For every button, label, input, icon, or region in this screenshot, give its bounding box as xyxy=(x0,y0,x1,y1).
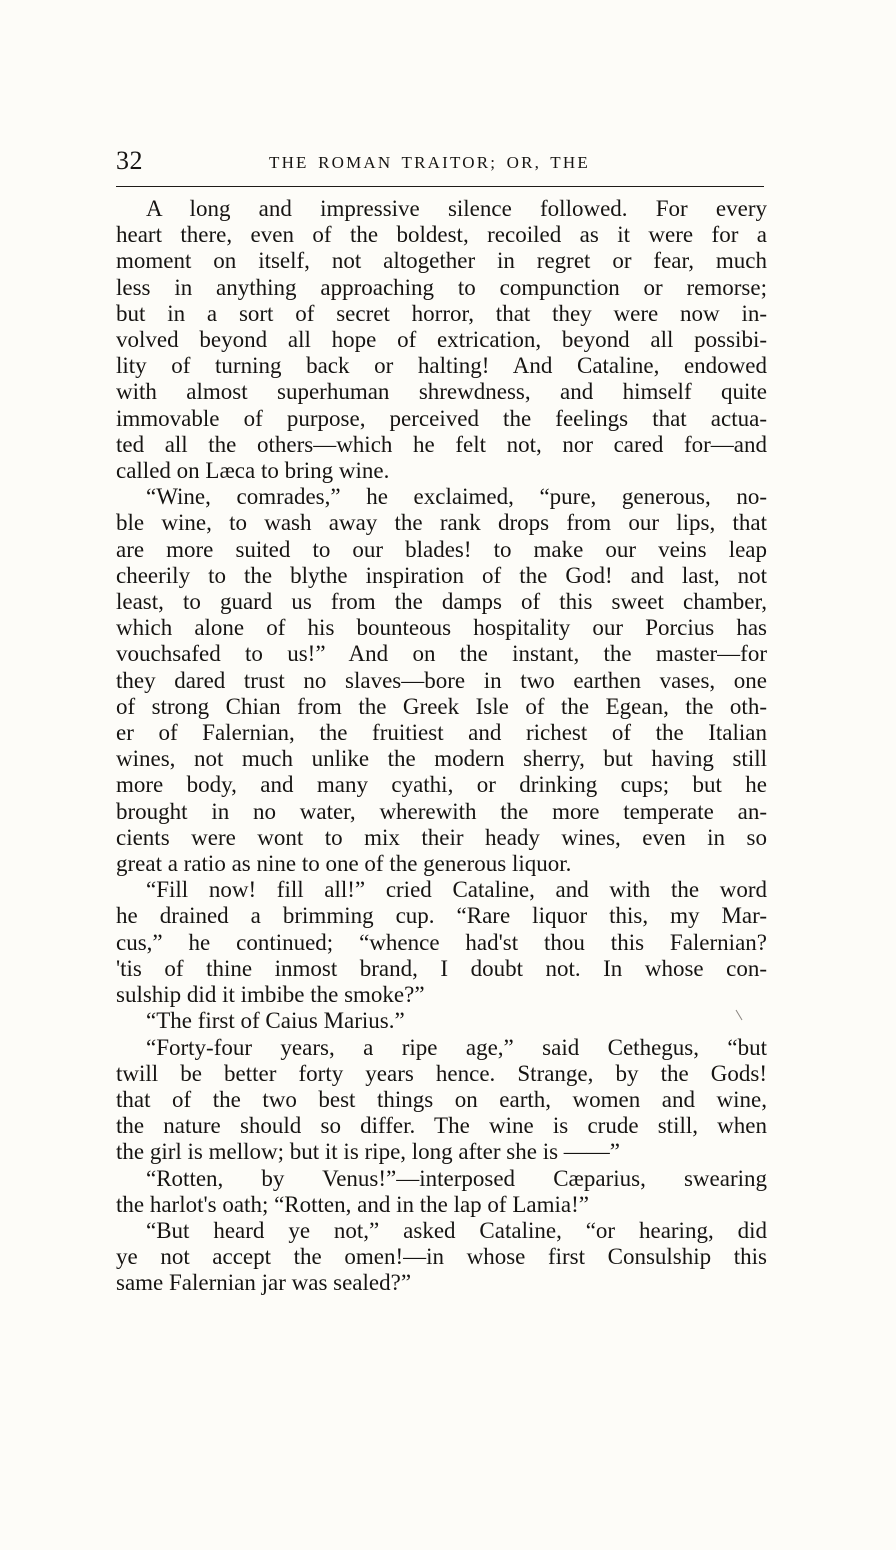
text-line: A long and impressive silence followed. For every xyxy=(146,196,767,221)
text-line: wines, not much unlike the modern sherry, but having still xyxy=(116,746,767,772)
text-line: sulship did it imbibe the smoke?” xyxy=(116,982,425,1008)
paragraph xyxy=(116,877,767,1008)
text-line: less in anything approaching to compunction or remorse; xyxy=(116,274,767,300)
paragraph xyxy=(116,196,767,484)
text-line: volved beyond all hope of extrication, beyond all possibi- xyxy=(116,327,767,353)
text-line: “But heard ye not,” asked Cataline, “or hearing, did xyxy=(146,1217,767,1243)
text-line: immovable of purpose, perceived the feelings that actua- xyxy=(116,405,767,431)
text-line: ted all the others—which he felt not, nor cared for—and xyxy=(116,431,767,457)
text-line: ble wine, to wash away the rank drops from our lips, that xyxy=(116,510,767,536)
text-line: called on Læca to bring wine. xyxy=(116,458,390,484)
text-line: “Wine, comrades,” he exclaimed, “pure, generous, no- xyxy=(146,484,767,510)
text-line: “The first of Caius Marius.” xyxy=(146,1008,405,1034)
text-line: “Fill now! fill all!” cried Cataline, and with the word xyxy=(146,877,767,903)
text-line: great a ratio as nine to one of the generous liquor. xyxy=(116,851,572,877)
paragraph xyxy=(116,1008,767,1034)
text-line: which alone of his bounteous hospitality our Porcius has xyxy=(116,615,767,641)
text-line: he drained a brimming cup. “Rare liquor this, my Mar- xyxy=(116,903,767,929)
text-line: brought in no water, wherewith the more temperate an- xyxy=(116,798,767,824)
text-line: of strong Chian from the Greek Isle of the Egean, the oth- xyxy=(116,693,767,719)
text-line: the girl is mellow; but it is ripe, long after she is ——” xyxy=(116,1139,621,1165)
text-line: er of Falernian, the fruitiest and richest of the Italian xyxy=(116,720,767,746)
text-line: twill be better forty years hence. Strange, by the Gods! xyxy=(116,1060,767,1086)
text-line: more body, and many cyathi, or drinking cups; but he xyxy=(116,772,767,798)
paragraph xyxy=(116,1218,767,1297)
paragraph xyxy=(116,1166,767,1218)
text-line: same Falernian jar was sealed?” xyxy=(116,1270,412,1296)
text-line: they dared trust no slaves—bore in two earthen vases, one xyxy=(116,667,767,693)
text-line: are more suited to our blades! to make our veins leap xyxy=(116,536,767,562)
header-rule xyxy=(116,186,764,187)
text-line: cus,” he continued; “whence had'st thou this Falernian? xyxy=(116,929,767,955)
text-line: ye not accept the omen!—in whose first Consulship this xyxy=(116,1244,767,1270)
paragraph xyxy=(116,484,767,877)
text-line: “Forty-four years, a ripe age,” said Cethegus, “but xyxy=(146,1034,767,1060)
text-line: heart there, even of the boldest, recoiled as it were for a xyxy=(116,222,767,248)
stray-ink-mark xyxy=(734,1009,744,1021)
text-line: “Rotten, by Venus!”—interposed Cæparius, swearing xyxy=(146,1165,767,1191)
text-line: with almost superhuman shrewdness, and himself quite xyxy=(116,379,767,405)
text-line: that of the two best things on earth, women and wine, xyxy=(116,1086,767,1112)
text-line: the nature should so differ. The wine is crude still, when xyxy=(116,1113,767,1139)
text-line: 'tis of thine inmost brand, I doubt not. In whose con- xyxy=(116,955,767,981)
text-line: moment on itself, not altogether in regret or fear, much xyxy=(116,248,767,274)
text-line: least, to guard us from the damps of this sweet chamber, xyxy=(116,589,767,615)
text-line: cheerily to the blythe inspiration of the God! and last, not xyxy=(116,562,767,588)
text-line: vouchsafed to us!” And on the instant, the master—for xyxy=(116,641,767,667)
text-line: lity of turning back or halting! And Cataline, endowed xyxy=(116,353,767,379)
text-line: the harlot's oath; “Rotten, and in the lap of Lamia!” xyxy=(116,1191,589,1217)
paragraph xyxy=(116,1035,767,1166)
text-line: cients were wont to mix their heady wines, even in so xyxy=(116,824,767,850)
running-head: THE ROMAN TRAITOR; OR, THE xyxy=(269,153,590,172)
page-number: 32 xyxy=(116,146,143,175)
body-text xyxy=(116,196,767,1297)
text-line: but in a sort of secret horror, that they were now in- xyxy=(116,300,767,326)
page-header xyxy=(116,146,766,180)
